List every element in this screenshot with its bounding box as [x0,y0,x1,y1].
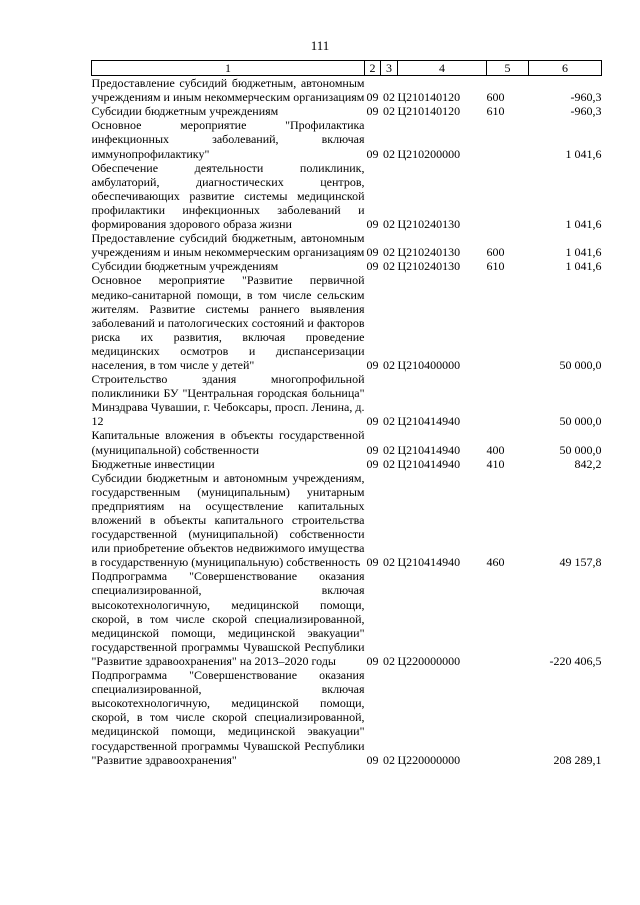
row-target-article: Ц220000000 [397,653,461,668]
row-section: 09 [366,259,379,274]
row-name: Бюджетные инвестиции [91,456,215,471]
row-amount: -960,3 [570,90,602,105]
row-name: Обеспечение деятельности поликлиник, амбулаторий, диагностических центров, обеспечивающих развитие системы медицинской профилактики инфекционных заболеваний и формирования здорового образа жизни [91,160,365,232]
row-amount: 842,2 [574,456,602,471]
row-name: Капитальные вложения в объекты государственной (муниципальной) собственности [91,428,365,457]
row-section: 09 [366,442,379,457]
table-row [92,471,602,570]
row-amount: -220 406,5 [549,653,602,668]
row-subsection: 02 [383,456,395,471]
row-name: Предоставление субсидий бюджетным, автономным учреждениям и иным некоммерческим организациям [91,231,365,260]
row-subsection: 02 [383,442,395,457]
row-target-article: Ц210400000 [397,357,461,372]
row-target-article: Ц210140120 [397,104,461,119]
row-target-article: Ц210240130 [397,217,461,232]
row-name: Основное мероприятие "Профилактика инфекционных заболеваний, включая иммунопрофилактику" [91,118,365,161]
table-row [92,668,602,767]
table-row [92,569,602,668]
table-row [92,273,602,372]
row-section: 09 [366,245,379,260]
header-row [92,61,602,76]
row-section: 09 [366,104,379,119]
row-subsection: 02 [383,104,395,119]
row-amount: 50 000,0 [559,442,602,457]
row-section: 09 [366,217,379,232]
column-header: 3 [381,61,398,76]
row-section: 09 [366,357,379,372]
table-row [92,161,602,231]
row-subsection: 02 [383,414,395,429]
row-target-article: Ц210414940 [397,442,461,457]
row-section: 09 [366,752,379,767]
row-target-article: Ц210240130 [397,259,461,274]
row-subsection: 02 [383,90,395,105]
table-row [92,259,602,273]
table-row [92,76,602,105]
row-subsection: 02 [383,555,395,570]
row-section: 09 [366,146,379,161]
row-target-article: Ц220000000 [397,752,461,767]
row-name: Основное мероприятие "Развитие первичной медико-санитарной помощи, в том числе сельским жителям. Развитие системы раннего выявления заболеваний и патологических состояний и факторов риска их развития, включая проведение медицинских осмотров и диспансеризации населения, в том числе у детей" [91,273,365,372]
row-expense-type [487,273,529,372]
row-amount: 50 000,0 [559,357,602,372]
row-amount: -960,3 [570,104,602,119]
table-row [92,372,602,428]
row-section: 09 [366,414,379,429]
column-header: 6 [529,61,602,76]
row-expense-type: 610 [486,104,505,119]
column-header: 2 [365,61,381,76]
row-section: 09 [366,90,379,105]
row-expense-type: 460 [486,555,505,570]
row-subsection: 02 [383,245,395,260]
row-subsection: 02 [383,259,395,274]
table-row [92,118,602,160]
row-target-article: Ц210200000 [397,146,461,161]
row-amount: 1 041,6 [565,146,602,161]
table-row [92,104,602,118]
table-row [92,457,602,471]
row-target-article: Ц210140120 [397,90,461,105]
budget-table [91,60,602,767]
row-amount: 49 157,8 [559,555,602,570]
row-target-article: Ц210414940 [397,456,461,471]
row-expense-type [487,161,529,231]
row-expense-type: 600 [486,90,505,105]
row-subsection: 02 [383,357,395,372]
column-header: 5 [487,61,529,76]
row-target-article: Ц210414940 [397,414,461,429]
row-amount: 208 289,1 [553,752,602,767]
row-name: Субсидии бюджетным и автономным учреждениям, государственным (муниципальным) унитарным предприятиям на осуществление капитальных вложений в объекты капитального строительства государственной (муниципальной) собственности или приобретение объектов недвижимого имущества в государственную (муниципальную) собственность [91,470,365,570]
row-target-article: Ц210240130 [397,245,461,260]
row-expense-type: 400 [486,442,505,457]
row-expense-type [487,372,529,428]
row-expense-type: 410 [486,456,505,471]
table-row [92,428,602,456]
row-expense-type: 610 [486,259,505,274]
row-expense-type: 600 [486,245,505,260]
row-expense-type [487,569,529,668]
row-expense-type [487,118,529,160]
page-number: 111 [310,38,330,53]
row-name: Субсидии бюджетным учреждениям [91,259,279,274]
row-section: 09 [366,653,379,668]
row-name: Предоставление субсидий бюджетным, автономным учреждениям и иным некоммерческим организациям [91,76,365,105]
row-name: Подпрограмма "Совершенствование оказания специализированной, включая высокотехнологичную, медицинской помощи, скорой, в том числе скорой специализированной, медицинской помощи, медицинской эвакуации" государственной программы Чувашской Республики "Развитие здравоохранения" [91,668,365,767]
row-expense-type [487,668,529,767]
row-subsection: 02 [383,653,395,668]
row-amount: 1 041,6 [565,259,602,274]
row-name: Строительство здания многопрофильной поликлиники БУ "Центральная городская больница" Минздрава Чувашии, г. Чебоксары, просп. Ленина, д. 12 [91,372,365,429]
row-section: 09 [366,456,379,471]
row-target-article: Ц210414940 [397,555,461,570]
row-amount: 50 000,0 [559,414,602,429]
row-section: 09 [366,555,379,570]
column-header: 4 [398,61,487,76]
row-name: Субсидии бюджетным учреждениям [91,104,279,119]
row-subsection: 02 [383,217,395,232]
row-amount: 1 041,6 [565,217,602,232]
table-row [92,231,602,259]
row-name: Подпрограмма "Совершенствование оказания специализированной, включая высокотехнологичную, медицинской помощи, скорой, в том числе скорой специализированной, медицинской помощи, медицинской эвакуации" государственной программы Чувашской Республики "Развитие здравоохранения" на 2013–2020 годы [91,569,365,668]
row-amount: 1 041,6 [565,245,602,260]
column-header: 1 [92,61,365,76]
row-subsection: 02 [383,752,395,767]
row-subsection: 02 [383,146,395,161]
